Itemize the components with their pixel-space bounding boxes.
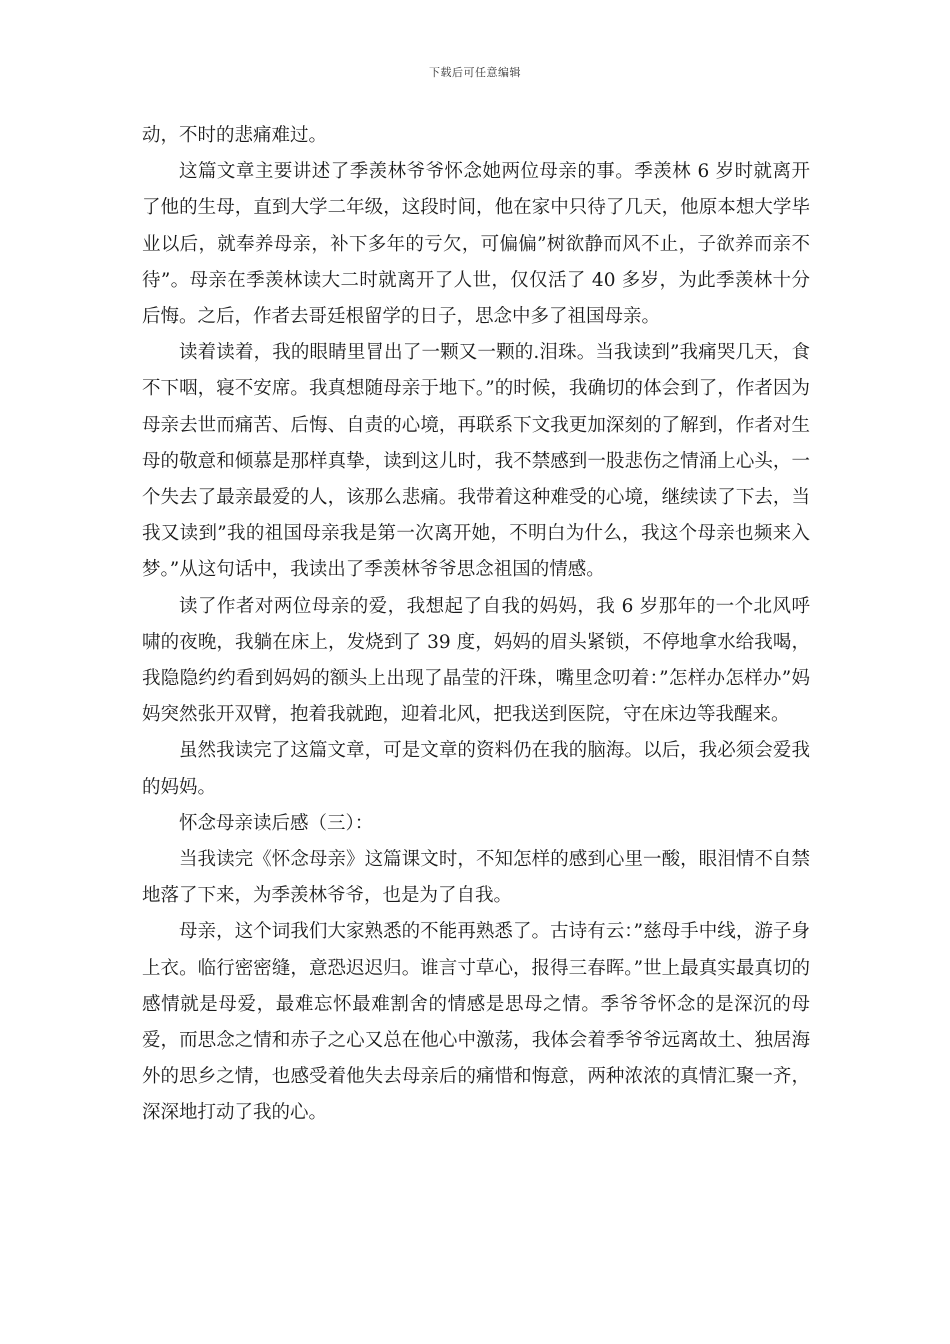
- paragraph: 读着读着，我的眼睛里冒出了一颗又一颗的.泪珠。当我读到”我痛哭几天，食不下咽，寝不安席。我真想随母亲于地下。”的时候，我确切的体会到了，作者因为母亲去世而痛苦、后悔、自责的心境，再联系下文我更加深刻的了解到，作者对生母的敬意和倾慕是那样真挚，读到这儿时，我不禁感到一股悲伤之情涌上心头，一个失去了最亲最爱的人，该那么悲痛。我带着这种难受的心境，继续读了下去，当我又读到”我的祖国母亲我是第一次离开她，不明白为什么，我这个母亲也频来入梦。”从这句话中，我读出了季羡林爷爷思念祖国的情感。: [142, 342, 810, 581]
- document-body: [142, 118, 810, 1132]
- section-heading: 怀念母亲读后感（三）：: [179, 812, 374, 834]
- paragraph: 虽然我读完了这篇文章，可是文章的资料仍在我的脑海。以后，我必须会爱我的妈妈。: [142, 740, 810, 798]
- paragraph: 这篇文章主要讲述了季羡林爷爷怀念她两位母亲的事。季羡林 6 岁时就离开了他的生母，直到大学二年级，这段时间，他在家中只待了几天，他原本想大学毕业以后，就奉养母亲，补下多年的亏欠，可偏偏”树欲静而风不止，子欲养而亲不待”。母亲在季羡林读大二时就离开了人世，仅仅活了 40 多岁，为此季羡林十分后悔。之后，作者去哥廷根留学的日子，思念中多了祖国母亲。: [142, 161, 810, 328]
- paragraph: 当我读完《怀念母亲》这篇课文时，不知怎样的感到心里一酸，眼泪情不自禁地落了下来，为季羡林爷爷，也是为了自我。: [142, 849, 810, 907]
- paragraph: 读了作者对两位母亲的爱，我想起了自我的妈妈，我 6 岁那年的一个北风呼啸的夜晚，我躺在床上，发烧到了 39 度，妈妈的眉头紧锁，不停地拿水给我喝，我隐隐约约看到妈妈的额头上出现了晶莹的汗珠，嘴里念叨着：”怎样办怎样办”妈妈突然张开双臂，抱着我就跑，迎着北风，把我送到医院，守在床边等我醒来。: [142, 595, 810, 726]
- page-header: 下载后可任意编辑: [429, 66, 521, 79]
- paragraph: 动，不时的悲痛难过。: [142, 125, 328, 146]
- paragraph: 母亲，这个词我们大家熟悉的不能再熟悉了。古诗有云：”慈母手中线，游子身上衣。临行密密缝，意恐迟迟归。谁言寸草心，报得三春晖。”世上最真实最真切的感情就是母爱，最难忘怀最难割舍的情感是思母之情。季爷爷怀念的是深沉的母爱，而思念之情和赤子之心又总在他心中激荡，我体会着季爷爷远离故土、独居海外的思乡之情，也感受着他失去母亲后的痛惜和悔意，两种浓浓的真情汇聚一齐，深深地打动了我的心。: [142, 921, 810, 1124]
